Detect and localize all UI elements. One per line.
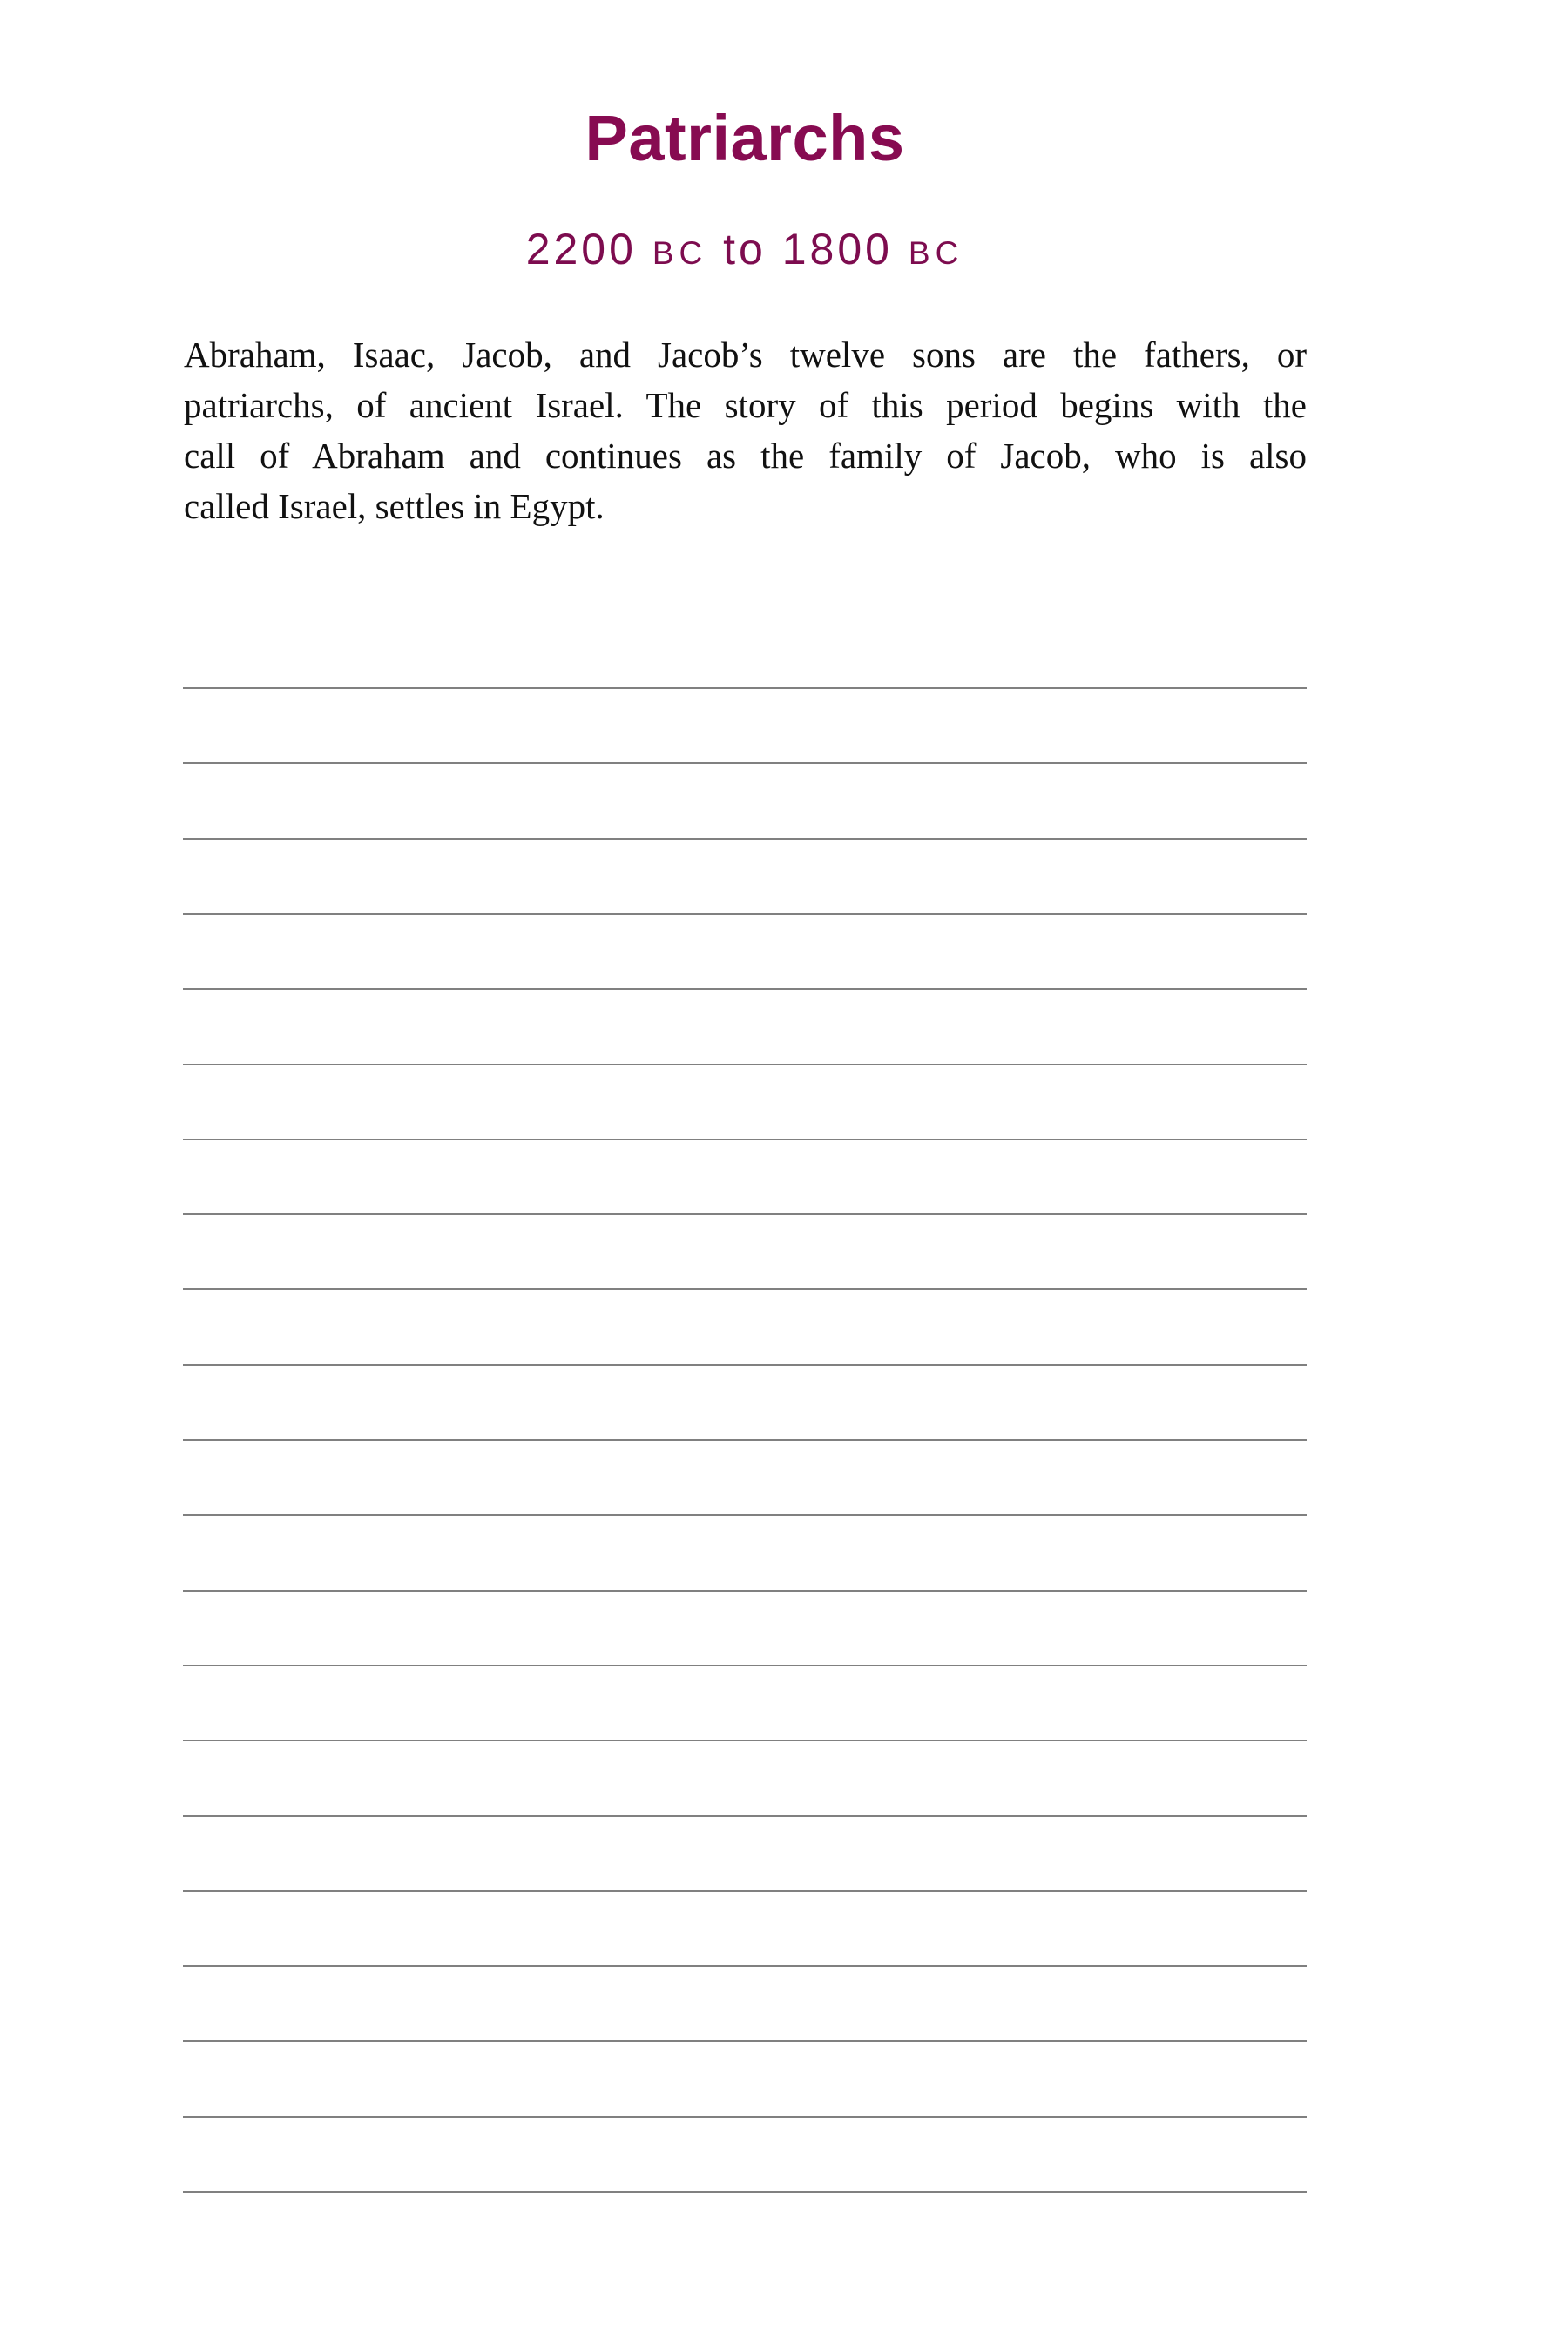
writing-line[interactable]: [183, 1288, 1307, 1290]
writing-line[interactable]: [183, 687, 1307, 689]
paragraph-line: patriarchs, of ancient Israel. The story of this period begins with the: [184, 385, 1307, 425]
writing-line[interactable]: [183, 988, 1307, 990]
intro-paragraph: [184, 329, 1307, 531]
writing-line[interactable]: [183, 2191, 1307, 2193]
date-end-era: BC: [908, 235, 964, 271]
writing-line[interactable]: [183, 1890, 1307, 1892]
writing-line[interactable]: [183, 1740, 1307, 1741]
writing-line[interactable]: [183, 1815, 1307, 1817]
date-end-year: 1800: [781, 225, 893, 274]
writing-line[interactable]: [183, 1364, 1307, 1366]
writing-line[interactable]: [183, 913, 1307, 915]
paragraph-line: call of Abraham and continues as the family of Jacob, who is also: [184, 436, 1307, 476]
writing-line[interactable]: [183, 1665, 1307, 1666]
paragraph-line: called Israel, settles in Egypt.: [184, 486, 605, 526]
writing-line[interactable]: [183, 1514, 1307, 1516]
writing-line[interactable]: [183, 2040, 1307, 2042]
writing-line[interactable]: [183, 762, 1307, 764]
writing-line[interactable]: [183, 838, 1307, 840]
date-start-era: BC: [652, 235, 708, 271]
paragraph-line: Abraham, Isaac, Jacob, and Jacob’s twelve sons are the fathers, or: [184, 335, 1307, 375]
date-connector: to: [723, 225, 767, 274]
writing-line[interactable]: [183, 1064, 1307, 1065]
writing-line[interactable]: [183, 1139, 1307, 1140]
date-start-year: 2200: [525, 225, 637, 274]
page-title: Patriarchs: [585, 102, 905, 174]
date-range: [183, 223, 1307, 280]
writing-line[interactable]: [183, 1590, 1307, 1592]
writing-line[interactable]: [183, 1213, 1307, 1215]
writing-line[interactable]: [183, 1439, 1307, 1441]
writing-line[interactable]: [183, 1965, 1307, 1967]
writing-line[interactable]: [183, 2116, 1307, 2118]
